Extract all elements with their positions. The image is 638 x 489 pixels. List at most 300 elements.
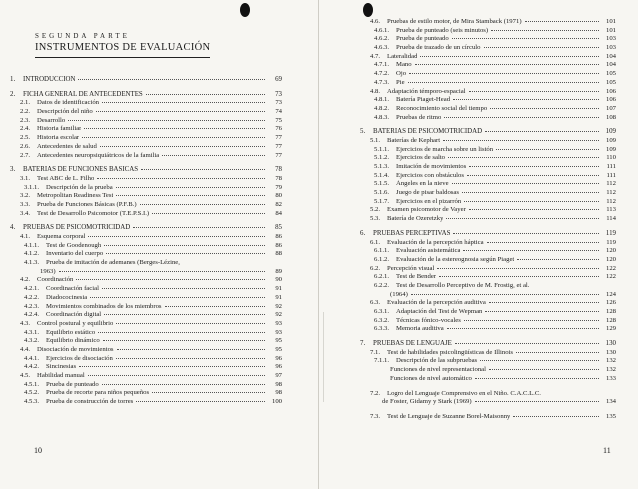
toc-entry-page: 109 [605,145,616,153]
dot-leader [116,358,265,359]
toc-entry [10,337,282,346]
toc-entry-number: 5.1.6. [374,189,390,197]
toc-entry [10,346,282,355]
toc-entry [360,256,616,265]
toc-left-list [10,70,282,407]
toc-entry-title: Historia familiar [37,125,82,133]
dot-leader [98,332,265,333]
toc-entry [360,70,616,79]
toc-entry-number: 5.1.3. [374,163,390,170]
toc-entry [10,201,282,210]
toc-entry-title: Datos de identificación [37,99,100,107]
toc-entry-page: 95 [275,337,282,345]
toc-entry-number: 6.1. [370,238,381,246]
toc-entry [10,184,282,193]
toc-entry-title: Pie [396,78,405,86]
dot-leader [489,369,599,370]
toc-entry-page: 103 [605,44,616,52]
toc-entry-number: 4.8.1. [374,96,390,104]
toc-entry-number: 7.1. [370,348,381,356]
toc-entry-title: Ejercicios de disociación [46,354,113,362]
dot-leader [84,128,265,129]
toc-entry-number: 5.3. [370,215,381,223]
toc-entry-title: Prueba de Funciones Básicas (P.F.B.) [37,200,137,208]
toc-entry [10,99,282,108]
dot-leader [133,227,265,228]
toc-entry-number: 4.6.1. [374,26,390,34]
toc-entry-number: 2.2. [20,108,31,116]
dot-leader [102,384,265,385]
toc-entry [10,372,282,381]
toc-entry-page: 73 [275,99,282,107]
toc-entry-title: Esquema corporal [37,233,86,240]
dot-leader [489,302,599,303]
dot-leader [102,102,265,103]
toc-entry-title: Evaluación asistemática [396,247,461,255]
toc-entry-page: 77 [275,142,282,150]
toc-entry-page: 107 [605,104,616,112]
toc-entry-title: Reconocimiento social del tiempo [396,104,488,112]
toc-entry [10,268,282,277]
toc-entry [10,398,282,407]
toc-entry-page: 134 [605,398,616,406]
toc-entry [360,172,616,181]
dot-leader [467,175,599,176]
toc-entry-page: 112 [606,197,616,205]
toc-entry-title: Movimientos combinados de los miembros [46,302,162,310]
toc-entry [360,247,616,256]
toc-entry-page: 129 [605,325,616,333]
toc-entry-title: Prueba de trazado de un círculo [396,44,481,52]
dot-leader [475,401,599,402]
dot-leader [464,201,599,202]
toc-entry-number: 4.5.1. [24,380,40,388]
toc-entry-number: 4.8. [370,87,381,95]
toc-entry-page: 100 [271,398,282,406]
toc-entry-title: Prueba de recorte para niños pequeños [46,389,150,397]
toc-entry-title: Baterías de Kephart [387,136,441,144]
toc-entry-page: 128 [605,308,616,315]
toc-right-list [360,18,616,422]
dot-leader [162,155,265,156]
toc-entry-page: 130 [605,348,616,356]
toc-entry-page: 106 [605,87,616,95]
toc-entry [10,166,282,175]
toc-entry-number: 6.2.2. [374,281,390,289]
toc-entry-title: Pruebas de ritmo [396,113,442,121]
toc-entry-number: 2. [10,90,16,98]
toc-entry [360,308,616,317]
toc-entry-title: Ejercicios de marcha sobre un listón [396,145,494,153]
toc-entry-page: 111 [606,171,616,179]
dot-leader [102,288,265,289]
toc-entry-number: 1. [10,76,16,83]
toc-entry-page: 109 [605,128,616,136]
toc-entry-page: 69 [275,76,282,83]
toc-entry-page: 98 [275,380,282,388]
toc-entry [10,134,282,143]
toc-entry-page: 109 [605,136,616,144]
toc-entry [360,198,616,207]
dot-leader [443,140,599,141]
toc-entry-title: Test de Goodenough [46,241,102,249]
toc-entry-page: 103 [605,35,616,43]
title-underline [35,57,210,58]
dot-leader [469,166,599,167]
toc-entry [10,224,282,233]
toc-entry-page: 135 [605,412,616,420]
toc-entry-title: Evaluación de la percepción háptica [387,238,484,246]
dot-leader [487,242,599,243]
toc-entry-page: 124 [605,290,616,298]
toc-entry [10,276,282,285]
dot-leader [485,131,599,132]
toc-entry [360,340,616,349]
toc-entry-title: Disociación de movimientos [37,345,114,353]
toc-entry-page: 106 [605,96,616,104]
toc-entry-number: 2.7. [20,151,31,159]
toc-entry [360,88,616,97]
dot-leader [136,401,265,402]
toc-entry [10,311,282,320]
right-page [319,0,638,489]
toc-entry-page: 101 [605,18,616,25]
toc-entry-title: Evaluación de la estereognosia según Piaget [396,255,515,263]
dot-leader [463,250,599,251]
toc-entry-page: 75 [275,116,282,124]
toc-entry [360,413,616,422]
toc-entry [10,285,282,294]
toc-entry-title: Coordinación [37,276,74,284]
toc-entry [10,91,282,100]
toc-entry-title: Funciones de nivel automático [390,374,472,382]
toc-entry-page: 85 [275,224,282,232]
left-page [0,0,318,489]
toc-entry-page: 132 [605,366,616,374]
dot-leader [104,245,265,246]
toc-entry-page: 96 [275,363,282,371]
toc-entry-page: 78 [275,174,282,182]
toc-entry-title: Mano [396,61,412,69]
toc-entry [360,146,616,155]
toc-entry-number: 4.2.4. [24,311,40,319]
dot-leader [78,79,265,80]
toc-entry-number: 4.3.1. [24,328,40,336]
dot-leader [469,209,599,210]
toc-entry-page: 119 [605,229,616,237]
dot-leader [452,38,599,39]
toc-entry [10,143,282,152]
toc-entry-number: 4. [10,224,16,232]
toc-entry [360,180,616,189]
toc-entry-number: 4.1.2. [24,250,40,258]
toc-entry-title: Prueba de punteado (seis minutos) [396,26,489,34]
toc-entry-title: Ejercicios de salto [396,154,446,162]
toc-entry-title: Prueba de punteado [46,380,99,388]
toc-entry-number: 4.7.1. [374,61,390,69]
toc-entry [360,390,616,399]
toc-entry [10,117,282,126]
dot-leader [116,195,265,196]
toc-entry-number: 4.8.3. [374,113,390,121]
dot-leader [90,297,265,298]
dot-leader [525,21,599,22]
toc-entry [10,152,282,161]
toc-entry-title: Test de Lenguaje de Suzanne Borel-Maisonny [387,412,511,420]
toc-entry-number: 2.1. [20,99,31,107]
dot-leader [447,328,599,329]
toc-entry [360,230,616,239]
toc-entry-page: 120 [605,247,616,255]
toc-entry [10,329,282,338]
toc-entry [360,215,616,224]
toc-entry-title: 1963) [40,267,56,275]
toc-entry-page: 98 [275,389,282,397]
toc-entry-page: 80 [275,192,282,200]
toc-entry-page: 86 [275,233,282,240]
toc-entry-number: 4.1.3. [24,259,40,267]
toc-entry-title: PRUEBAS PERCEPTIVAS [373,229,451,237]
toc-entry-title: Ejercicios en el pizarrón [396,197,462,205]
toc-entry-title: Batería de Ozeretzky [387,215,444,223]
toc-entry-number: 4.1.1. [24,241,40,249]
toc-entry-page: 113 [606,206,616,214]
toc-entry-title: Control postural y equilibrio [37,319,114,327]
toc-entry [360,265,616,274]
toc-entry-number: 3. [10,166,16,174]
dot-leader [490,108,599,109]
toc-entry-number: 5.1.1. [374,145,390,153]
dot-leader [469,91,599,92]
toc-entry-number: 4.6.3. [374,44,390,52]
section-title: INSTRUMENTOS DE EVALUACIÓN [35,42,211,53]
toc-entry [10,76,282,85]
toc-entry-number: 6.3.2. [374,316,390,324]
dot-leader [106,253,265,254]
toc-entry [10,381,282,390]
toc-entry-title: Test de Desarrollo Psicomotor (T.E.P.S.I.) [37,209,150,217]
toc-entry-title: Técnicas fónico-vocales [396,316,461,324]
toc-entry [360,291,616,300]
toc-entry-number: 4.7. [370,52,381,60]
toc-entry-number: 2.5. [20,134,31,142]
toc-entry-number: 5.1.7. [374,197,390,205]
toc-entry [360,163,616,172]
toc-entry-page: 120 [605,255,616,263]
toc-entry-title: Descripción de las subpruebas [396,357,478,365]
dot-leader [100,146,265,147]
dot-leader [485,311,599,312]
toc-entry-number: 4.8.2. [374,104,390,112]
toc-entry [10,175,282,184]
toc-entry-number: 7.3. [370,412,381,420]
toc-entry-title: INTRODUCCIÓN [23,76,76,83]
dot-leader [152,392,265,393]
toc-entry [360,18,616,27]
margin-mark [323,312,324,402]
toc-entry-title: Ojo [396,70,407,78]
toc-entry-number: 2.3. [20,116,31,124]
toc-entry-number: 6.2.1. [374,273,390,281]
toc-entry-title: Memoria auditiva [396,325,444,333]
toc-entry [360,349,616,358]
dot-leader [117,349,265,350]
toc-entry-title: Descripción del niño [37,108,93,116]
toc-entry-title: Descripción de la prueba [46,183,113,191]
toc-entry-number: 4.3. [20,319,31,327]
toc-entry [360,154,616,163]
toc-entry-title: Evaluación de la percepción auditiva [387,299,486,307]
toc-entry-number: 4.7.2. [374,70,390,78]
toc-entry-page: 128 [605,316,616,324]
toc-entry-title: Imitación de movimientos [396,163,467,170]
toc-entry-number: 6.3.3. [374,325,390,333]
toc-entry-title: Prueba de construcción de torres [46,398,134,406]
toc-entry-title: Test de Bender [396,273,437,281]
toc-entry-page: 82 [275,200,282,208]
toc-entry [10,192,282,201]
toc-entry-page: 119 [606,238,616,246]
toc-entry-number: 4.5.3. [24,398,40,406]
toc-entry-page: 93 [275,319,282,327]
dot-leader [88,236,265,237]
dot-leader [76,279,265,280]
toc-entry [10,250,282,259]
toc-entry-number: 5. [360,128,366,136]
dot-leader [439,276,599,277]
toc-entry [360,398,616,407]
toc-entry-title: BATERÍAS DE PSICOMOTRICIDAD [373,128,483,136]
toc-entry-title: Sincinesias [46,363,77,371]
dot-leader [444,117,599,118]
toc-entry-page: 105 [605,70,616,78]
toc-entry [360,366,616,375]
toc-entry-title: PRUEBAS DE LENGUAJE [373,340,452,348]
dot-leader [82,137,265,138]
toc-entry-page: 104 [605,61,616,69]
toc-entry-page: 77 [275,134,282,142]
toc-entry-title: Lateralidad [387,52,418,60]
dot-leader [97,178,265,179]
toc-entry [360,282,616,291]
dot-leader [420,56,599,57]
dot-leader [409,73,599,74]
toc-entry-number: 4.1. [20,233,31,240]
page-number-right: 11 [603,446,611,455]
toc-entry-number: 6.2. [370,264,381,272]
toc-entry [10,259,282,268]
dot-leader [79,366,265,367]
toc-entry-title: Juego de pisar baldosas [396,189,459,197]
dot-leader [104,314,265,315]
toc-entry [360,114,616,123]
toc-entry-title: BATERÍAS DE FUNCIONES BÁSICAS [23,166,139,174]
toc-entry-title: Historia escolar [37,134,80,142]
toc-entry [360,79,616,88]
toc-entry-title: Adaptación témporo-espacial [387,87,466,95]
dot-leader [415,64,599,65]
toc-entry-page: 122 [605,264,616,272]
toc-entry-title: Desarrollo [37,116,66,124]
toc-entry-number: 4.2. [20,276,31,284]
toc-entry [360,96,616,105]
toc-entry-number: 5.1.2. [374,154,390,162]
toc-entry [360,53,616,62]
toc-entry-page: 101 [605,26,616,34]
dot-leader [513,416,599,417]
toc-entry-page: 126 [605,299,616,307]
dot-leader [517,259,599,260]
toc-entry-number: 4.2.1. [24,285,40,293]
toc-entry-page: 90 [275,276,282,284]
toc-entry [10,125,282,134]
toc-entry [360,128,616,137]
toc-entry-page: 91 [275,293,282,301]
toc-entry-page: 96 [275,354,282,362]
toc-entry-title: Equilibrio dinámico [46,337,100,345]
toc-entry-number: 2.6. [20,142,31,150]
toc-entry-title: Coordinación facial [46,285,99,293]
toc-entry-title: PRUEBAS DE PSICOMOTRICIDAD [23,224,131,232]
toc-entry [360,317,616,326]
toc-entry [360,206,616,215]
toc-entry-page: 108 [605,113,616,121]
toc-entry-page: 93 [275,328,282,336]
toc-entry [360,273,616,282]
dot-leader [103,340,265,341]
toc-entry [360,325,616,334]
toc-entry-number: 4.7.3. [374,78,390,86]
toc-entry [10,355,282,364]
dot-leader [140,204,265,205]
toc-entry-page: 84 [275,209,282,217]
dot-leader [88,375,265,376]
toc-entry-page: 89 [275,267,282,275]
toc-entry-page: 92 [275,302,282,310]
toc-entry-page: 105 [605,78,616,86]
toc-entry-title: Funciones de nivel representacional [390,366,487,374]
toc-entry [360,137,616,146]
dot-leader [408,82,599,83]
toc-entry-page: 86 [275,241,282,249]
binding-hole-left [240,3,250,17]
dot-leader [165,306,265,307]
toc-entry [10,233,282,242]
toc-entry [10,108,282,117]
dot-leader [455,343,599,344]
toc-entry-title: Batería Piaget-Head [396,96,451,104]
toc-entry-title: Pruebas de estilo motor, de Mira Stamback (1971) [387,18,522,25]
toc-entry-number: 4.6. [370,18,381,25]
toc-entry-page: 74 [275,108,282,116]
toc-entry-number: 7.2. [370,389,381,397]
toc-entry-page: 77 [275,151,282,159]
part-kicker: SEGUNDA PARTE [35,32,130,40]
toc-entry-title: Adaptación del Test de Wepman [396,308,483,315]
toc-entry [360,299,616,308]
toc-entry-page: 112 [606,189,616,197]
toc-entry-number: 7. [360,340,366,348]
toc-entry-number: 4.6.2. [374,35,390,43]
toc-entry-number: 3.2. [20,192,31,200]
toc-entry-page: 79 [275,183,282,191]
toc-entry-number: 4.3.2. [24,337,40,345]
toc-entry-number: 3.3. [20,200,31,208]
toc-entry-number: 4.2.3. [24,302,40,310]
dot-leader [116,187,265,188]
toc-entry-number: 2.4. [20,125,31,133]
dot-leader [452,183,599,184]
